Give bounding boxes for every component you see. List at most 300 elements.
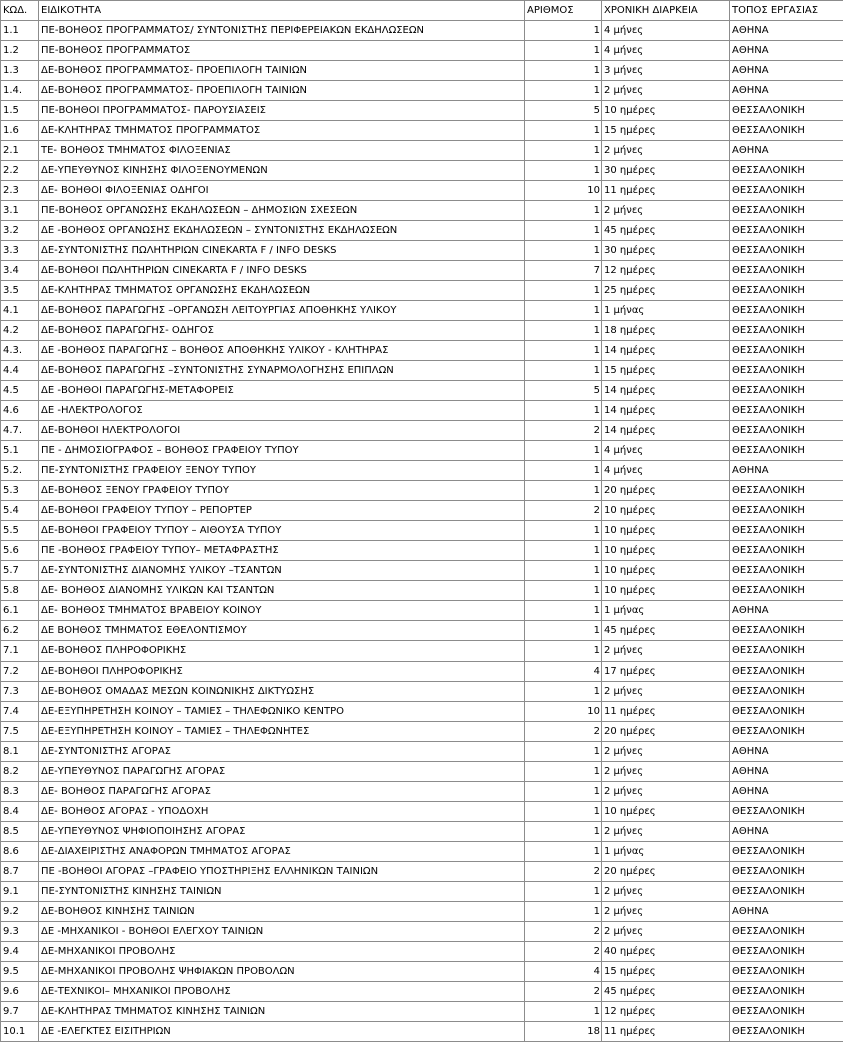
cell-location: ΘΕΣΣΑΛΟΝΙΚΗ [730,281,843,301]
cell-location: ΑΘΗΝΑ [730,761,843,781]
cell-location: ΘΕΣΣΑΛΟΝΙΚΗ [730,581,843,601]
cell-duration: 1 μήνας [602,841,730,861]
cell-location: ΘΕΣΣΑΛΟΝΙΚΗ [730,261,843,281]
cell-code: 1.4. [1,81,39,101]
cell-code: 4.1 [1,301,39,321]
cell-code: 10.1 [1,1021,39,1041]
cell-count: 1 [525,881,602,901]
table-row [1,941,843,961]
cell-code: 8.1 [1,741,39,761]
cell-code: 4.4 [1,361,39,381]
cell-count: 1 [525,161,602,181]
table-row [1,881,843,901]
cell-location: ΘΕΣΣΑΛΟΝΙΚΗ [730,641,843,661]
cell-count: 1 [525,821,602,841]
cell-specialty: ΔΕ-ΒΟΗΘΟΙ ΗΛΕΚΤΡΟΛΟΓΟΙ [39,421,525,441]
table-row [1,741,843,761]
cell-code: 8.2 [1,761,39,781]
cell-duration: 4 μήνες [602,461,730,481]
table-row [1,161,843,181]
cell-location: ΘΕΣΣΑΛΟΝΙΚΗ [730,381,843,401]
cell-duration: 14 ημέρες [602,401,730,421]
cell-code: 3.2 [1,221,39,241]
cell-duration: 1 μήνας [602,301,730,321]
cell-specialty: ΠΕ-ΒΟΗΘΟΣ ΠΡΟΓΡΑΜΜΑΤΟΣ/ ΣΥΝΤΟΝΙΣΤΗΣ ΠΕΡΙΦΕΡΕΙΑΚΩΝ ΕΚΔΗΛΩΣΕΩΝ [39,21,525,41]
cell-count: 5 [525,101,602,121]
cell-count: 2 [525,921,602,941]
table-row [1,461,843,481]
cell-specialty: ΔΕ-ΒΟΗΘΟΣ ΞΕΝΟΥ ΓΡΑΦΕΙΟΥ ΤΥΠΟΥ [39,481,525,501]
table-row [1,841,843,861]
cell-duration: 10 ημέρες [602,521,730,541]
cell-count: 1 [525,681,602,701]
table-row [1,601,843,621]
cell-specialty: ΔΕ-ΒΟΗΘΟΣ ΠΑΡΑΓΩΓΗΣ- ΟΔΗΓΟΣ [39,321,525,341]
cell-duration: 11 ημέρες [602,1021,730,1041]
cell-count: 1 [525,581,602,601]
cell-duration: 4 μήνες [602,41,730,61]
cell-count: 1 [525,321,602,341]
cell-duration: 14 ημέρες [602,381,730,401]
cell-duration: 12 ημέρες [602,261,730,281]
cell-count: 1 [525,81,602,101]
table-row [1,761,843,781]
cell-code: 8.7 [1,861,39,881]
cell-count: 18 [525,1021,602,1041]
cell-specialty: ΔΕ -ΒΟΗΘΟΙ ΠΑΡΑΓΩΓΗΣ-ΜΕΤΑΦΟΡΕΙΣ [39,381,525,401]
cell-count: 1 [525,401,602,421]
cell-specialty: ΔΕ ΒΟΗΘΟΣ ΤΜΗΜΑΤΟΣ ΕΘΕΛΟΝΤΙΣΜΟΥ [39,621,525,641]
cell-specialty: ΔΕ-ΥΠΕΥΘΥΝΟΣ ΠΑΡΑΓΩΓΗΣ ΑΓΟΡΑΣ [39,761,525,781]
cell-code: 1.1 [1,21,39,41]
cell-specialty: ΔΕ-ΒΟΗΘΟΙ ΓΡΑΦΕΙΟΥ ΤΥΠΟΥ – ΡΕΠΟΡΤΕΡ [39,501,525,521]
cell-location: ΑΘΗΝΑ [730,61,843,81]
cell-specialty: ΔΕ- ΒΟΗΘΟΣ ΑΓΟΡΑΣ - ΥΠΟΔΟΧΗ [39,801,525,821]
cell-location: ΑΘΗΝΑ [730,821,843,841]
table-row [1,821,843,841]
cell-code: 4.7. [1,421,39,441]
cell-specialty: ΔΕ -ΜΗΧΑΝΙΚΟΙ - ΒΟΗΘΟΙ ΕΛΕΓΧΟΥ ΤΑΙΝΙΩΝ [39,921,525,941]
cell-specialty: ΔΕ-ΒΟΗΘΟΣ ΠΡΟΓΡΑΜΜΑΤΟΣ- ΠΡΟΕΠΙΛΟΓΗ ΤΑΙΝΙΩΝ [39,81,525,101]
cell-count: 1 [525,601,602,621]
cell-specialty: ΤΕ- ΒΟΗΘΟΣ ΤΜΗΜΑΤΟΣ ΦΙΛΟΞΕΝΙΑΣ [39,141,525,161]
cell-code: 8.4 [1,801,39,821]
cell-specialty: ΔΕ-ΒΟΗΘΟΣ ΠΑΡΑΓΩΓΗΣ –ΟΡΓΑΝΩΣΗ ΛΕΙΤΟΥΡΓΙΑΣ ΑΠΟΘΗΚΗΣ ΥΛΙΚΟΥ [39,301,525,321]
cell-count: 1 [525,61,602,81]
cell-code: 5.1 [1,441,39,461]
cell-location: ΘΕΣΣΑΛΟΝΙΚΗ [730,681,843,701]
cell-location: ΘΕΣΣΑΛΟΝΙΚΗ [730,561,843,581]
cell-count: 1 [525,741,602,761]
table-row [1,341,843,361]
cell-location: ΘΕΣΣΑΛΟΝΙΚΗ [730,441,843,461]
header-code: ΚΩΔ. [1,1,39,21]
cell-location: ΘΕΣΣΑΛΟΝΙΚΗ [730,1021,843,1041]
table-row [1,541,843,561]
cell-location: ΘΕΣΣΑΛΟΝΙΚΗ [730,541,843,561]
cell-duration: 45 ημέρες [602,221,730,241]
cell-count: 2 [525,721,602,741]
cell-specialty: ΔΕ -ΒΟΗΘΟΣ ΟΡΓΑΝΩΣΗΣ ΕΚΔΗΛΩΣΕΩΝ – ΣΥΝΤΟΝΙΣΤΗΣ ΕΚΔΗΛΩΣΕΩΝ [39,221,525,241]
cell-location: ΘΕΣΣΑΛΟΝΙΚΗ [730,801,843,821]
cell-location: ΘΕΣΣΑΛΟΝΙΚΗ [730,201,843,221]
cell-count: 1 [525,761,602,781]
cell-count: 10 [525,181,602,201]
cell-count: 7 [525,261,602,281]
cell-location: ΘΕΣΣΑΛΟΝΙΚΗ [730,501,843,521]
cell-location: ΘΕΣΣΑΛΟΝΙΚΗ [730,621,843,641]
cell-location: ΘΕΣΣΑΛΟΝΙΚΗ [730,961,843,981]
cell-specialty: ΔΕ-ΒΟΗΘΟΣ ΚΙΝΗΣΗΣ ΤΑΙΝΙΩΝ [39,901,525,921]
cell-code: 5.6 [1,541,39,561]
cell-code: 9.4 [1,941,39,961]
cell-code: 9.6 [1,981,39,1001]
cell-count: 1 [525,221,602,241]
cell-location: ΘΕΣΣΑΛΟΝΙΚΗ [730,241,843,261]
table-row [1,21,843,41]
cell-specialty: ΔΕ-ΒΟΗΘΟΙ ΠΩΛΗΤΗΡΙΩΝ CINEKARTA F / INFO DESKS [39,261,525,281]
cell-duration: 18 ημέρες [602,321,730,341]
cell-location: ΘΕΣΣΑΛΟΝΙΚΗ [730,341,843,361]
cell-duration: 2 μήνες [602,81,730,101]
table-row [1,61,843,81]
cell-duration: 4 μήνες [602,21,730,41]
cell-specialty: ΔΕ-ΥΠΕΥΘΥΝΟΣ ΚΙΝΗΣΗΣ ΦΙΛΟΞΕΝΟΥΜΕΝΩΝ [39,161,525,181]
table-row [1,801,843,821]
cell-duration: 1 μήνας [602,601,730,621]
table-row [1,921,843,941]
cell-specialty: ΔΕ-ΜΗΧΑΝΙΚΟΙ ΠΡΟΒΟΛΗΣ [39,941,525,961]
cell-specialty: ΔΕ- ΒΟΗΘΟΣ ΔΙΑΝΟΜΗΣ ΥΛΙΚΩΝ ΚΑΙ ΤΣΑΝΤΩΝ [39,581,525,601]
cell-duration: 3 μήνες [602,61,730,81]
cell-specialty: ΔΕ-ΒΟΗΘΟΙ ΠΛΗΡΟΦΟΡΙΚΗΣ [39,661,525,681]
cell-specialty: ΔΕ- ΒΟΗΘΟΣ ΠΑΡΑΓΩΓΗΣ ΑΓΟΡΑΣ [39,781,525,801]
cell-count: 2 [525,421,602,441]
cell-code: 3.4 [1,261,39,281]
cell-location: ΘΕΣΣΑΛΟΝΙΚΗ [730,101,843,121]
cell-count: 1 [525,141,602,161]
cell-specialty: ΔΕ-ΕΞΥΠΗΡΕΤΗΣΗ ΚΟΙΝΟΥ – ΤΑΜΙΕΣ – ΤΗΛΕΦΩΝΗΤΕΣ [39,721,525,741]
header-duration: ΧΡΟΝΙΚΗ ΔΙΑΡΚΕΙΑ [602,1,730,21]
table-row [1,381,843,401]
cell-specialty: ΠΕ-ΣΥΝΤΟΝΙΣΤΗΣ ΚΙΝΗΣΗΣ ΤΑΙΝΙΩΝ [39,881,525,901]
cell-specialty: ΔΕ-ΚΛΗΤΗΡΑΣ ΤΜΗΜΑΤΟΣ ΟΡΓΑΝΩΣΗΣ ΕΚΔΗΛΩΣΕΩΝ [39,281,525,301]
table-row [1,41,843,61]
cell-count: 1 [525,901,602,921]
table-row [1,521,843,541]
cell-specialty: ΔΕ-ΒΟΗΘΟΣ ΠΑΡΑΓΩΓΗΣ –ΣΥΝΤΟΝΙΣΤΗΣ ΣΥΝΑΡΜΟΛΟΓΗΣΗΣ ΕΠΙΠΛΩΝ [39,361,525,381]
cell-count: 1 [525,541,602,561]
cell-code: 5.3 [1,481,39,501]
table-row [1,621,843,641]
cell-duration: 10 ημέρες [602,561,730,581]
table-row [1,781,843,801]
cell-specialty: ΔΕ-ΣΥΝΤΟΝΙΣΤΗΣ ΑΓΟΡΑΣ [39,741,525,761]
table-row [1,141,843,161]
cell-count: 1 [525,301,602,321]
table-row [1,901,843,921]
cell-location: ΘΕΣΣΑΛΟΝΙΚΗ [730,361,843,381]
cell-duration: 20 ημέρες [602,481,730,501]
cell-specialty: ΔΕ-ΣΥΝΤΟΝΙΣΤΗΣ ΠΩΛΗΤΗΡΙΩΝ CINEKARTA F / INFO DESKS [39,241,525,261]
cell-duration: 2 μήνες [602,881,730,901]
cell-location: ΘΕΣΣΑΛΟΝΙΚΗ [730,401,843,421]
table-row [1,681,843,701]
cell-specialty: ΔΕ-ΒΟΗΘΟΣ ΟΜΑΔΑΣ ΜΕΣΩΝ ΚΟΙΝΩΝΙΚΗΣ ΔΙΚΤΥΩΣΗΣ [39,681,525,701]
table-row [1,641,843,661]
cell-code: 9.7 [1,1001,39,1021]
table-row [1,401,843,421]
cell-duration: 2 μήνες [602,761,730,781]
cell-location: ΘΕΣΣΑΛΟΝΙΚΗ [730,661,843,681]
cell-location: ΘΕΣΣΑΛΟΝΙΚΗ [730,701,843,721]
cell-count: 1 [525,21,602,41]
cell-duration: 2 μήνες [602,141,730,161]
cell-code: 7.3 [1,681,39,701]
cell-count: 1 [525,1001,602,1021]
cell-location: ΘΕΣΣΑΛΟΝΙΚΗ [730,521,843,541]
cell-code: 1.5 [1,101,39,121]
table-row [1,961,843,981]
cell-specialty: ΠΕ-ΣΥΝΤΟΝΙΣΤΗΣ ΓΡΑΦΕΙΟΥ ΞΕΝΟΥ ΤΥΠΟΥ [39,461,525,481]
cell-code: 3.1 [1,201,39,221]
table-row [1,581,843,601]
table-row [1,81,843,101]
cell-code: 5.7 [1,561,39,581]
cell-duration: 17 ημέρες [602,661,730,681]
cell-code: 8.5 [1,821,39,841]
table-row [1,201,843,221]
cell-location: ΘΕΣΣΑΛΟΝΙΚΗ [730,221,843,241]
cell-duration: 15 ημέρες [602,361,730,381]
cell-location: ΘΕΣΣΑΛΟΝΙΚΗ [730,941,843,961]
cell-code: 7.1 [1,641,39,661]
cell-duration: 10 ημέρες [602,801,730,821]
cell-duration: 25 ημέρες [602,281,730,301]
cell-location: ΘΕΣΣΑΛΟΝΙΚΗ [730,421,843,441]
cell-location: ΘΕΣΣΑΛΟΝΙΚΗ [730,301,843,321]
cell-count: 1 [525,481,602,501]
cell-code: 4.5 [1,381,39,401]
cell-location: ΑΘΗΝΑ [730,741,843,761]
cell-specialty: ΔΕ-ΒΟΗΘΟΣ ΠΡΟΓΡΑΜΜΑΤΟΣ- ΠΡΟΕΠΙΛΟΓΗ ΤΑΙΝΙΩΝ [39,61,525,81]
table-row [1,261,843,281]
cell-specialty: ΔΕ-ΒΟΗΘΟΙ ΓΡΑΦΕΙΟΥ ΤΥΠΟΥ – ΑΙΘΟΥΣΑ ΤΥΠΟΥ [39,521,525,541]
table-row [1,121,843,141]
cell-specialty: ΠΕ-ΒΟΗΘΟΙ ΠΡΟΓΡΑΜΜΑΤΟΣ- ΠΑΡΟΥΣΙΑΣΕΙΣ [39,101,525,121]
cell-count: 1 [525,801,602,821]
cell-duration: 12 ημέρες [602,1001,730,1021]
cell-count: 1 [525,461,602,481]
table-row [1,321,843,341]
cell-count: 1 [525,521,602,541]
cell-code: 6.2 [1,621,39,641]
table-row [1,101,843,121]
cell-location: ΘΕΣΣΑΛΟΝΙΚΗ [730,921,843,941]
cell-location: ΑΘΗΝΑ [730,461,843,481]
cell-location: ΑΘΗΝΑ [730,781,843,801]
cell-code: 8.3 [1,781,39,801]
table-row [1,181,843,201]
cell-specialty: ΔΕ-ΥΠΕΥΘΥΝΟΣ ΨΗΦΙΟΠΟΙΗΣΗΣ ΑΓΟΡΑΣ [39,821,525,841]
cell-duration: 14 ημέρες [602,421,730,441]
cell-count: 1 [525,121,602,141]
cell-code: 4.6 [1,401,39,421]
cell-location: ΘΕΣΣΑΛΟΝΙΚΗ [730,181,843,201]
cell-duration: 2 μήνες [602,821,730,841]
cell-count: 1 [525,41,602,61]
cell-code: 3.3 [1,241,39,261]
cell-code: 2.2 [1,161,39,181]
cell-code: 5.8 [1,581,39,601]
cell-duration: 20 ημέρες [602,861,730,881]
cell-location: ΘΕΣΣΑΛΟΝΙΚΗ [730,841,843,861]
cell-specialty: ΔΕ -ΕΛΕΓΚΤΕΣ ΕΙΣΙΤΗΡΙΩΝ [39,1021,525,1041]
cell-duration: 14 ημέρες [602,341,730,361]
cell-location: ΑΘΗΝΑ [730,901,843,921]
cell-count: 4 [525,961,602,981]
cell-code: 8.6 [1,841,39,861]
table-row [1,501,843,521]
cell-count: 2 [525,981,602,1001]
cell-duration: 2 μήνες [602,781,730,801]
table-row [1,301,843,321]
table-row [1,1001,843,1021]
cell-code: 5.2. [1,461,39,481]
cell-specialty: ΔΕ-ΕΞΥΠΗΡΕΤΗΣΗ ΚΟΙΝΟΥ – ΤΑΜΙΕΣ – ΤΗΛΕΦΩΝΙΚΟ ΚΕΝΤΡΟ [39,701,525,721]
cell-duration: 45 ημέρες [602,621,730,641]
cell-count: 2 [525,861,602,881]
cell-duration: 15 ημέρες [602,961,730,981]
cell-duration: 10 ημέρες [602,101,730,121]
cell-code: 4.3. [1,341,39,361]
cell-specialty: ΔΕ- ΒΟΗΘΟΙ ΦΙΛΟΞΕΝΙΑΣ ΟΔΗΓΟΙ [39,181,525,201]
cell-code: 7.2 [1,661,39,681]
header-location: ΤΟΠΟΣ ΕΡΓΑΣΙΑΣ [730,1,843,21]
cell-count: 1 [525,201,602,221]
cell-specialty: ΠΕ-ΒΟΗΘΟΣ ΠΡΟΓΡΑΜΜΑΤΟΣ [39,41,525,61]
table-row [1,561,843,581]
cell-count: 1 [525,241,602,261]
cell-duration: 2 μήνες [602,901,730,921]
cell-duration: 11 ημέρες [602,701,730,721]
cell-count: 1 [525,441,602,461]
cell-specialty: ΔΕ -ΒΟΗΘΟΣ ΠΑΡΑΓΩΓΗΣ – ΒΟΗΘΟΣ ΑΠΟΘΗΚΗΣ ΥΛΙΚΟΥ - ΚΛΗΤΗΡΑΣ [39,341,525,361]
header-count: ΑΡΙΘΜΟΣ [525,1,602,21]
cell-location: ΘΕΣΣΑΛΟΝΙΚΗ [730,981,843,1001]
cell-location: ΘΕΣΣΑΛΟΝΙΚΗ [730,861,843,881]
cell-duration: 10 ημέρες [602,541,730,561]
cell-code: 5.4 [1,501,39,521]
cell-location: ΑΘΗΝΑ [730,21,843,41]
table-row [1,421,843,441]
cell-duration: 4 μήνες [602,441,730,461]
cell-specialty: ΔΕ-ΤΕΧΝΙΚΟΙ– ΜΗΧΑΝΙΚΟΙ ΠΡΟΒΟΛΗΣ [39,981,525,1001]
cell-count: 1 [525,281,602,301]
table-row [1,981,843,1001]
cell-location: ΘΕΣΣΑΛΟΝΙΚΗ [730,161,843,181]
cell-count: 2 [525,501,602,521]
cell-code: 2.1 [1,141,39,161]
header-row [1,1,843,21]
cell-location: ΑΘΗΝΑ [730,81,843,101]
cell-code: 9.2 [1,901,39,921]
cell-count: 1 [525,561,602,581]
cell-location: ΑΘΗΝΑ [730,141,843,161]
table-body [1,21,843,1042]
cell-code: 1.3 [1,61,39,81]
table-header [1,1,843,21]
table-row [1,721,843,741]
cell-code: 1.6 [1,121,39,141]
cell-location: ΘΕΣΣΑΛΟΝΙΚΗ [730,1001,843,1021]
table-row [1,221,843,241]
header-specialty: ΕΙΔΙΚΟΤΗΤΑ [39,1,525,21]
table-row [1,1021,843,1041]
cell-specialty: ΔΕ- ΒΟΗΘΟΣ ΤΜΗΜΑΤΟΣ ΒΡΑΒΕΙΟΥ ΚΟΙΝΟΥ [39,601,525,621]
cell-count: 1 [525,361,602,381]
cell-specialty: ΔΕ-ΒΟΗΘΟΣ ΠΛΗΡΟΦΟΡΙΚΗΣ [39,641,525,661]
cell-count: 1 [525,781,602,801]
cell-duration: 10 ημέρες [602,581,730,601]
cell-code: 1.2 [1,41,39,61]
table-row [1,281,843,301]
cell-count: 10 [525,701,602,721]
cell-count: 5 [525,381,602,401]
table-row [1,241,843,261]
table-row [1,361,843,381]
cell-specialty: ΔΕ-ΜΗΧΑΝΙΚΟΙ ΠΡΟΒΟΛΗΣ ΨΗΦΙΑΚΩΝ ΠΡΟΒΟΛΩΝ [39,961,525,981]
cell-code: 7.5 [1,721,39,741]
cell-specialty: ΔΕ-ΔΙΑΧΕΙΡΙΣΤΗΣ ΑΝΑΦΟΡΩΝ ΤΜΗΜΑΤΟΣ ΑΓΟΡΑΣ [39,841,525,861]
cell-location: ΑΘΗΝΑ [730,601,843,621]
cell-specialty: ΔΕ-ΚΛΗΤΗΡΑΣ ΤΜΗΜΑΤΟΣ ΠΡΟΓΡΑΜΜΑΤΟΣ [39,121,525,141]
cell-count: 4 [525,661,602,681]
cell-location: ΘΕΣΣΑΛΟΝΙΚΗ [730,481,843,501]
cell-count: 1 [525,341,602,361]
cell-code: 5.5 [1,521,39,541]
cell-duration: 2 μήνες [602,641,730,661]
cell-location: ΘΕΣΣΑΛΟΝΙΚΗ [730,721,843,741]
cell-duration: 30 ημέρες [602,161,730,181]
cell-duration: 40 ημέρες [602,941,730,961]
cell-count: 1 [525,621,602,641]
cell-code: 9.1 [1,881,39,901]
cell-duration: 15 ημέρες [602,121,730,141]
cell-duration: 2 μήνες [602,681,730,701]
cell-duration: 2 μήνες [602,201,730,221]
cell-location: ΘΕΣΣΑΛΟΝΙΚΗ [730,881,843,901]
cell-duration: 10 ημέρες [602,501,730,521]
cell-code: 2.3 [1,181,39,201]
table-row [1,661,843,681]
cell-code: 4.2 [1,321,39,341]
cell-duration: 30 ημέρες [602,241,730,261]
table-row [1,861,843,881]
cell-specialty: ΠΕ - ΔΗΜΟΣΙΟΓΡΑΦΟΣ – ΒΟΗΘΟΣ ΓΡΑΦΕΙΟΥ ΤΥΠΟΥ [39,441,525,461]
cell-location: ΑΘΗΝΑ [730,41,843,61]
cell-count: 2 [525,941,602,961]
table-row [1,701,843,721]
table-row [1,481,843,501]
table-row [1,441,843,461]
cell-code: 3.5 [1,281,39,301]
cell-duration: 11 ημέρες [602,181,730,201]
cell-location: ΘΕΣΣΑΛΟΝΙΚΗ [730,121,843,141]
cell-location: ΘΕΣΣΑΛΟΝΙΚΗ [730,321,843,341]
cell-code: 7.4 [1,701,39,721]
cell-specialty: ΔΕ-ΣΥΝΤΟΝΙΣΤΗΣ ΔΙΑΝΟΜΗΣ ΥΛΙΚΟΥ –ΤΣΑΝΤΩΝ [39,561,525,581]
